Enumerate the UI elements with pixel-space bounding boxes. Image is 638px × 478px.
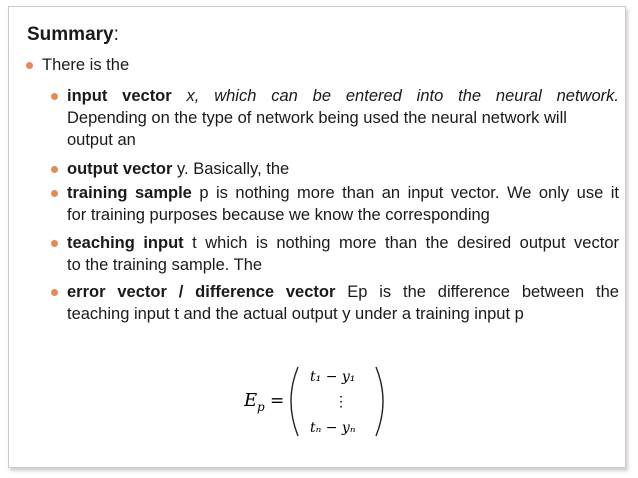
bullet-dot-icon: [51, 190, 58, 197]
list-item-error-vector: error vector / difference vector Ep is the difference between the: [67, 283, 619, 301]
equation-lhs-sub: p: [257, 400, 265, 414]
title-text: Summary: [27, 24, 114, 45]
bullet-dot-icon: [51, 289, 58, 296]
list-item-output-vector: output vector y. Basically, the: [67, 160, 290, 178]
bullet-dot-icon: [26, 62, 33, 69]
list-item-input-vector-line3: output an: [67, 131, 136, 149]
equation-row1: t₁ − y₁: [310, 369, 356, 385]
level1-text: There is the: [42, 56, 130, 74]
list-item-teaching-input: teaching input t which is nothing more than the desired output vector: [67, 234, 619, 252]
equation-equals: =: [270, 391, 285, 411]
list-item-error-vector-line2: teaching input t and the actual output y under a training input p: [67, 305, 524, 323]
bullet-dot-icon: [51, 240, 58, 247]
equation-row3: tₙ − yₙ: [310, 420, 356, 436]
bullet-dot-icon: [51, 93, 58, 100]
title-colon: :: [113, 24, 119, 45]
list-item-training-sample: training sample p is nothing more than an input vector. We only use it: [67, 184, 619, 202]
slide: [8, 6, 626, 468]
error-vector-equation: [242, 364, 402, 439]
equation-lhs: E: [244, 390, 258, 411]
left-paren: [291, 367, 298, 436]
list-item-input-vector: input vector x, which can be entered into the neural network.: [67, 87, 619, 105]
right-paren: [376, 367, 383, 436]
list-item-teaching-input-line2: to the training sample. The: [67, 256, 263, 274]
equation-row2: ⋮: [334, 394, 348, 410]
list-item-training-sample-line2: for training purposes because we know the corresponding: [67, 206, 490, 224]
slide-title: [27, 24, 119, 46]
list-item-input-vector-line2: Depending on the type of network being used the neural network will: [67, 109, 567, 127]
bullet-dot-icon: [51, 166, 58, 173]
